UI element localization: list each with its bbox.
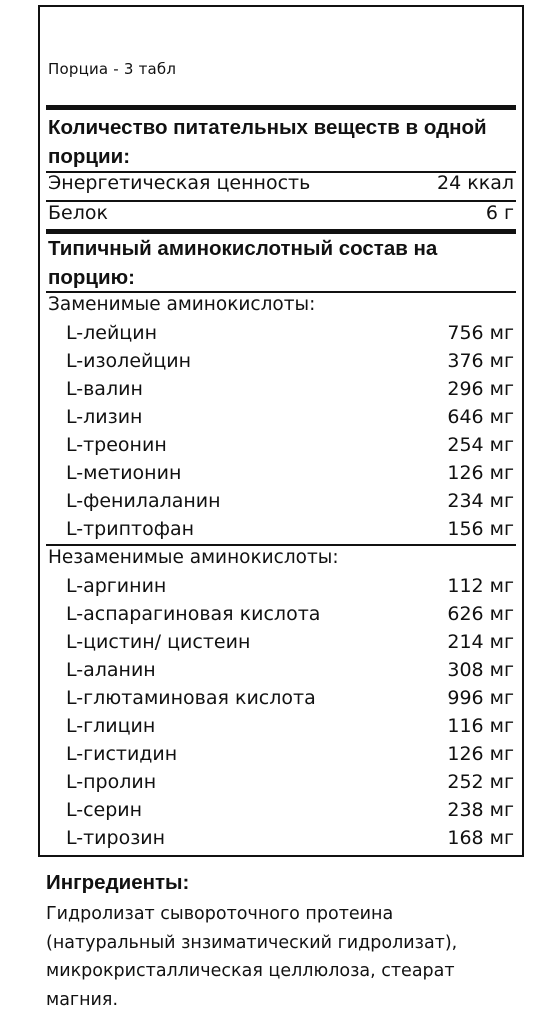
amino-name: L-лизин xyxy=(66,406,143,428)
amino-amount: 376 мг xyxy=(447,350,514,372)
divider-thick xyxy=(46,105,516,110)
amino-name: L-пролин xyxy=(66,771,157,793)
amino-amount: 296 мг xyxy=(447,378,514,400)
ingredients-line: магния. xyxy=(46,989,119,1010)
amino-amount: 156 мг xyxy=(447,518,514,540)
amino-name: L-треонин xyxy=(66,434,167,456)
amino-row xyxy=(66,487,514,515)
amino-row xyxy=(66,375,514,403)
amino-name: L-глютаминовая кислота xyxy=(66,687,316,709)
nutrient-value: 6 г xyxy=(485,202,514,224)
amino-name: L-лейцин xyxy=(66,322,157,344)
amino-row xyxy=(66,572,514,600)
amino-row xyxy=(66,740,514,768)
amino-name: L-аланин xyxy=(66,659,156,681)
amino-row xyxy=(66,600,514,628)
amino-row xyxy=(66,712,514,740)
nutrients-heading: Количество питательных веществ в одной порции: xyxy=(48,116,487,168)
amino-name: L-глицин xyxy=(66,715,156,737)
amino-name: L-цистин/ цистеин xyxy=(66,631,251,653)
nutrient-value: 24 ккал xyxy=(437,172,514,194)
serving-size: Порциа - 3 табл xyxy=(48,60,177,78)
amino-amount: 996 мг xyxy=(447,687,514,709)
nutrient-label: Белок xyxy=(48,202,108,224)
amino-name: L-метионин xyxy=(66,462,182,484)
amino-row xyxy=(66,319,514,347)
nutrient-row-energy xyxy=(48,169,514,197)
amino-row xyxy=(66,628,514,656)
amino-amount: 254 мг xyxy=(447,434,514,456)
amino-amount: 234 мг xyxy=(447,490,514,512)
amino-heading: Типичный аминокислотный состав на порцию: xyxy=(48,237,438,289)
nutrition-label xyxy=(38,5,524,857)
amino-amount: 252 мг xyxy=(447,771,514,793)
amino-amount: 126 мг xyxy=(447,462,514,484)
amino-amount: 112 мг xyxy=(447,575,514,597)
amino-name: L-фенилаланин xyxy=(66,490,221,512)
amino-row xyxy=(66,459,514,487)
amino-name: L-серин xyxy=(66,799,143,821)
amino-row xyxy=(66,796,514,824)
amino-amount: 238 мг xyxy=(447,799,514,821)
nutrient-label: Энергетическая ценность xyxy=(48,172,311,194)
ingredients-title: Ингредиенты: xyxy=(46,871,190,894)
amino-amount: 116 мг xyxy=(447,715,514,737)
amino-row xyxy=(66,403,514,431)
ingredients-text xyxy=(46,900,526,1014)
amino-amount: 168 мг xyxy=(447,827,514,849)
amino-row xyxy=(66,824,514,852)
amino-row xyxy=(66,515,514,543)
amino-amount: 308 мг xyxy=(447,659,514,681)
amino-name: L-гистидин xyxy=(66,743,178,765)
amino-amount: 756 мг xyxy=(447,322,514,344)
amino-name: L-изолейцин xyxy=(66,350,192,372)
ingredients-section xyxy=(46,868,526,1014)
amino-group-title: Незаменимые аминокислоты: xyxy=(48,547,339,568)
amino-row xyxy=(66,347,514,375)
amino-row xyxy=(66,768,514,796)
amino-row xyxy=(66,431,514,459)
amino-row xyxy=(66,656,514,684)
amino-name: L-валин xyxy=(66,378,143,400)
ingredients-line: микрокристаллическая целлюлоза, стеарат xyxy=(46,961,455,981)
amino-list-group2 xyxy=(66,572,514,852)
amino-list-group1 xyxy=(66,319,514,543)
amino-name: L-триптофан xyxy=(66,518,195,540)
amino-row xyxy=(66,684,514,712)
ingredients-line: Гидролизат сывороточного протеина xyxy=(46,904,394,924)
amino-amount: 126 мг xyxy=(447,743,514,765)
amino-amount: 626 мг xyxy=(447,603,514,625)
ingredients-line: (натуральный знзиматический гидролизат), xyxy=(46,932,458,953)
amino-name: L-аргинин xyxy=(66,575,167,597)
amino-amount: 646 мг xyxy=(447,406,514,428)
amino-name: L-тирозин xyxy=(66,827,166,849)
amino-amount: 214 мг xyxy=(447,631,514,653)
amino-group-title: Заменимые аминокислоты: xyxy=(48,294,316,315)
nutrient-row-protein xyxy=(48,199,514,227)
amino-name: L-аспарагиновая кислота xyxy=(66,603,321,625)
